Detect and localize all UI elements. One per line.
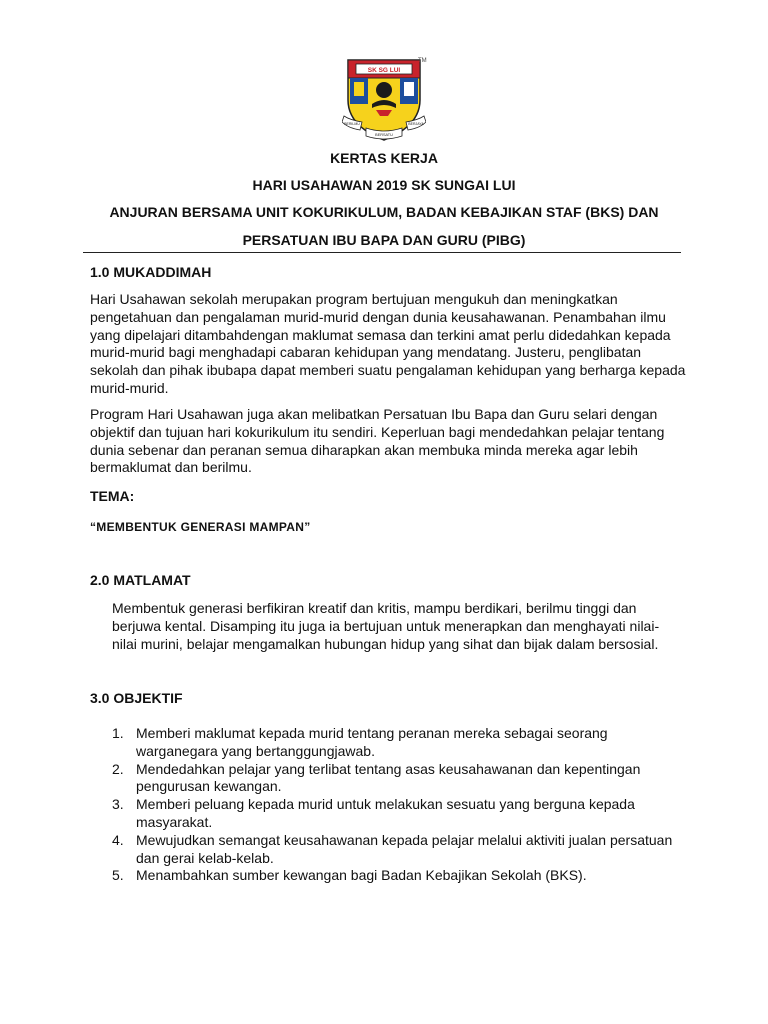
trademark-mark: TM <box>418 58 427 64</box>
section-1-paragraph-2: Program Hari Usahawan juga akan melibatkan Persatuan Ibu Bapa dan Guru selari dengan objektif dan tujuan hari kokurikulum itu sendiri. Keperluan bagi mendedahkan pelajar tentang dunia sebenar dan peranan semua diharapkan akan membuka minda mereka agar lebih bermaklumat dan berilmu. <box>90 406 665 476</box>
crest-ribbon-right: BERJAYA <box>408 122 424 126</box>
objective-number: 5. <box>112 867 124 884</box>
objective-item <box>112 796 682 832</box>
objective-item <box>112 867 682 885</box>
objective-text: Memberi maklumat kepada murid tentang peranan mereka sebagai seorang warganegara yang bertanggungjawab. <box>136 725 608 759</box>
section-1-heading: 1.0 MUKADDIMAH <box>90 264 212 280</box>
section-1-paragraph-1: Hari Usahawan sekolah merupakan program bertujuan mengukuh dan meningkatkan pengetahuan dan pengalaman murid-murid dengan dunia keusahawanan. Penambahan ilmu yang dipelajari ditambahdengan maklumat semasa dan terkini amat perlu didedahkan kepada murid-murid bagi menghadapi cabaran kehidupan yang mendatang. Justeru, penglibatan sekolah dan pihak ibubapa dapat memberi suatu pengalaman kehidupan yang berharga kepada murid-murid. <box>90 291 686 396</box>
section-2-heading: 2.0 MATLAMAT <box>90 572 191 588</box>
organizer-line-1: ANJURAN BERSAMA UNIT KOKURIKULUM, BADAN KEBAJIKAN STAF (BKS) DAN <box>109 204 659 220</box>
section-2-paragraph: Membentuk generasi berfikiran kreatif dan kritis, mampu berdikari, berilmu tinggi dan berjuwa kental. Disamping itu juga ia bertujuan untuk menerapkan dan menghayati nilai-nilai murini, belajar mengamalkan hubungan hidup yang sihat dan bijak dalam bersosial. <box>112 600 660 652</box>
document-title: KERTAS KERJA <box>330 150 438 166</box>
objective-number: 4. <box>112 831 124 848</box>
objective-item <box>112 832 682 868</box>
school-crest-logo <box>342 56 426 142</box>
objective-text: Mendedahkan pelajar yang terlibat tentang asas keusahawanan dan kepentingan pengurusan kewangan. <box>136 760 641 795</box>
header-divider <box>83 252 681 253</box>
objective-number: 2. <box>112 760 124 777</box>
objectives-list <box>112 725 682 885</box>
document-subtitle: HARI USAHAWAN 2019 SK SUNGAI LUI <box>252 177 516 193</box>
objective-text: Menambahkan sumber kewangan bagi Badan Kebajikan Sekolah (BKS). <box>136 867 587 884</box>
objective-text: Mewujudkan semangat keusahawanan kepada pelajar melalui aktiviti jualan persatuan dan gerai kelab-kelab. <box>136 831 673 866</box>
crest-ribbon-mid: BERSATU <box>375 133 393 137</box>
section-3-heading: 3.0 OBJEKTIF <box>90 690 183 706</box>
objective-number: 3. <box>112 796 124 813</box>
crest-ribbon-left: BERILMU <box>344 122 360 126</box>
tema-label: TEMA: <box>90 488 135 504</box>
objective-number: 1. <box>112 725 124 741</box>
tema-value: “MEMBENTUK GENERASI MAMPAN” <box>90 520 311 534</box>
organizer-line-2: PERSATUAN IBU BAPA DAN GURU (PIBG) <box>242 232 526 248</box>
objective-item <box>112 725 682 761</box>
crest-banner-text: SK SG LUI <box>367 67 401 74</box>
objective-item <box>112 761 682 797</box>
objective-text: Memberi peluang kepada murid untuk melakukan sesuatu yang berguna kepada masyarakat. <box>136 796 635 830</box>
